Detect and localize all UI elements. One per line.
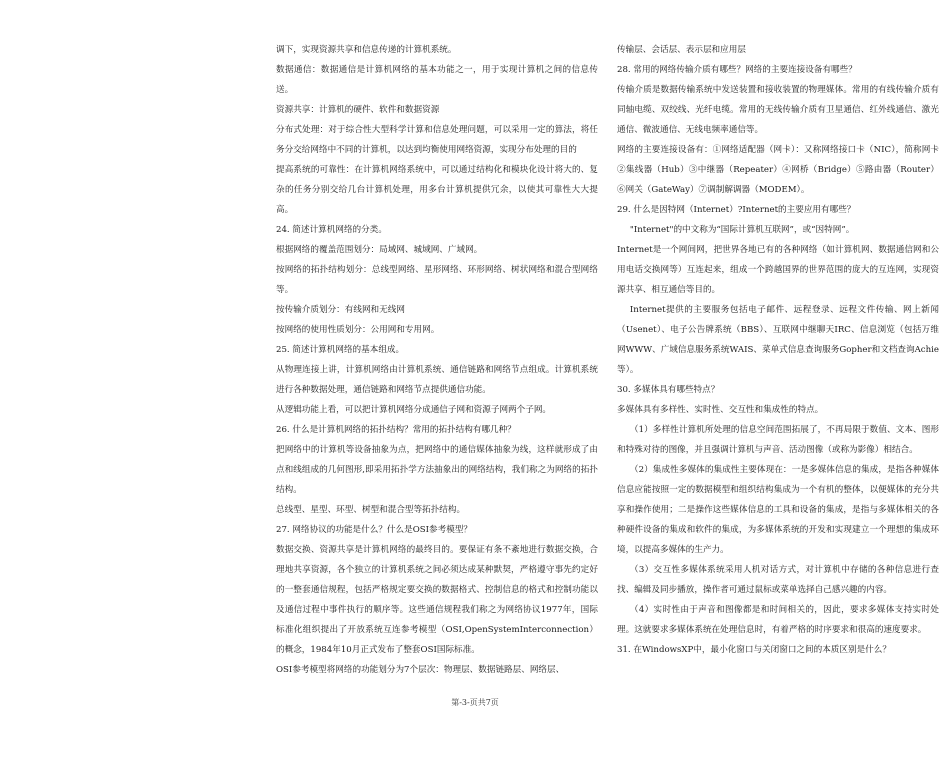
paragraph: "Internet"的中文称为“国际计算机互联网”，或“因特网”。 — [629, 225, 855, 235]
paragraph: 传输介质是数据传输系统中发送装置和接收装置的物理媒体。常用的有线传输介质有同轴电缆、双绞线、光纤电缆。常用的无线传输介质有卫星通信、红外线通信、激光通信、微波通信、无线电频率通信等。 — [617, 85, 939, 135]
paragraph: （1）多样性计算机所处理的信息空间范围拓展了，不再局限于数值、文本、图形和特殊对待的图像，并且强调计算机与声音、活动图像（或称为影像）相结合。 — [617, 425, 939, 455]
paragraph: （2）集成性多媒体的集成性主要体现在：一是多媒体信息的集成，是指各种媒体信息应能按照一定的数据模型和组织结构集成为一个有机的整体，以便媒体的充分共享和操作使用；二是操作这些媒体信息的工具和设备的集成，是指与多媒体相关的各种硬件设备的集成和软件的集成，为多媒体系统的开发和实现建立一个理想的集成环境，以提高多媒体的生产力。 — [617, 465, 939, 555]
paragraph: 提高系统的可靠性：在计算机网络系统中，可以通过结构化和模块化设计将大的、复杂的任务分别交给几台计算机处理，用多台计算机提供冗余，以使其可靠性大大提高。 — [276, 165, 598, 215]
paragraph: 数据交换、资源共享是计算机网络的最终目的。要保证有条不紊地进行数据交换，合理地共享资源，各个独立的计算机系统之间必须达成某种默契，严格遵守事先约定好的一整套通信规程，包括严格规定要交换的数据格式、控制信息的格式和控制功能以及通信过程中事件执行的顺序等。这些通信规程我们称之为网络协议1977年，国际标准化组织提出了开放系统互连参考模型（OSI,OpenSystemInterconnection）的概念，1984年10月正式发布了整套OSI国际标准。 — [276, 545, 598, 655]
paragraph: 从逻辑功能上看，可以把计算机网络分成通信子网和资源子网两个子网。 — [276, 405, 552, 415]
paragraph: 分布式处理：对于综合性大型科学计算和信息处理问题，可以采用一定的算法，将任务分交给网络中不同的计算机，以达到均衡使用网络资源，实现分布处理的目的 — [276, 125, 598, 155]
paragraph: 从物理连接上讲，计算机网络由计算机系统、通信链路和网络节点组成。计算机系统进行各种数据处理，通信链路和网络节点提供通信功能。 — [276, 365, 598, 395]
paragraph: 26. 什么是计算机网络的拓扑结构？常用的拓扑结构有哪几种？ — [276, 425, 516, 435]
paragraph: 根据网络的覆盖范围划分：局域网、城域网、广域网。 — [276, 245, 483, 255]
paragraph: 资源共享：计算机的硬件、软件和数据资源 — [276, 105, 440, 115]
paragraph: 数据通信：数据通信是计算机网络的基本功能之一，用于实现计算机之间的信息传送。 — [276, 65, 598, 95]
paragraph: 多媒体具有多样性、实时性、交互性和集成性的特点。 — [617, 405, 824, 415]
paragraph: 把网络中的计算机等设备抽象为点，把网络中的通信媒体抽象为线，这样就形成了由点和线组成的几何图形,即采用拓扑学方法抽象出的网络结构，我们称之为网络的拓扑结构。 — [276, 445, 598, 495]
paragraph: （4）实时性由于声音和图像都是和时间相关的，因此，要求多媒体支持实时处理。这就要求多媒体系统在处理信息时，有着严格的时序要求和很高的速度要求。 — [617, 605, 939, 635]
paragraph: 31. 在WindowsXP中，最小化窗口与关闭窗口之间的本质区别是什么？ — [617, 645, 891, 655]
paragraph: Internet提供的主要服务包括电子邮件、远程登录、远程文件传输、网上新闻（Usenet）、电子公告牌系统（BBS）、互联网中继聊天IRC、信息浏览（包括万维网WWW、广域信息服务系统WAIS、菜单式信息查询服务Gopher和文档查询Achie等）。 — [617, 305, 939, 375]
page-footer: 第-3-页共7页 — [451, 698, 499, 707]
paragraph: 传输层、会话层、表示层和应用层 — [617, 45, 746, 55]
paragraph: （3）交互性多媒体系统采用人机对话方式，对计算机中存储的各种信息进行查找、编辑及同步播放，操作者可通过鼠标或菜单选择自己感兴趣的内容。 — [617, 565, 939, 595]
paragraph: 按网络的拓扑结构划分：总线型网络、星形网络、环形网络、树状网络和混合型网络等。 — [276, 265, 598, 295]
paragraph: OSI参考模型将网络的功能划分为7个层次：物理层、数据链路层、网络层、 — [276, 665, 565, 675]
paragraph: 按网络的使用性质划分：公用网和专用网。 — [276, 325, 440, 335]
paragraph: 总线型、星型、环型、树型和混合型等拓扑结构。 — [276, 505, 466, 515]
paragraph: 24. 简述计算机网络的分类。 — [276, 225, 387, 235]
paragraph: 28. 常用的网络传输介质有哪些？网络的主要连接设备有哪些？ — [617, 65, 857, 75]
left-column — [276, 40, 598, 680]
paragraph: 网络的主要连接设备有：①网络适配器（网卡）：又称网络接口卡（NIC），简称网卡②集线器（Hub）③中继器（Repeater）④网桥（Bridge）⑤路由器（Router）⑥网关（GateWay）⑦调制解调器（MODEM）。 — [617, 145, 939, 195]
paragraph: 27. 网络协议的功能是什么？什么是OSI参考模型？ — [276, 525, 473, 535]
paragraph: 调下，实现资源共享和信息传递的计算机系统。 — [276, 45, 457, 55]
paragraph: 30. 多媒体具有哪些特点？ — [617, 385, 720, 395]
paragraph: 按传输介质划分：有线网和无线网 — [276, 305, 405, 315]
paragraph: 25. 简述计算机网络的基本组成。 — [276, 345, 405, 355]
paragraph: Internet是一个网间网，把世界各地已有的各种网络（如计算机网、数据通信网和公用电话交换网等）互连起来，组成一个跨越国界的世界范围的庞大的互连网，实现资源共享、相互通信等目的。 — [617, 245, 939, 295]
right-column — [617, 40, 939, 660]
paragraph: 29. 什么是因特网（Internet）?Internet的主要应用有哪些？ — [617, 205, 856, 215]
